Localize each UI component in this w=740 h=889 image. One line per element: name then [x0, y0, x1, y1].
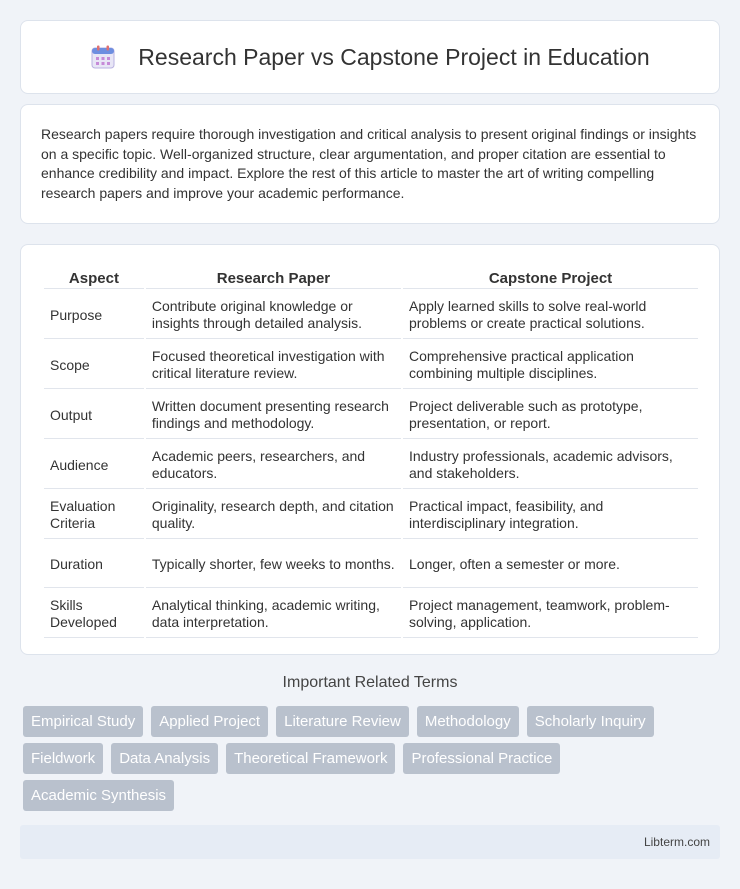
table-row [44, 341, 698, 389]
tag-methodology[interactable]: Methodology [417, 706, 519, 737]
table-row [44, 541, 698, 588]
tag-scholarly-inquiry[interactable]: Scholarly Inquiry [527, 706, 654, 737]
cell-research-paper: Originality, research depth, and citation quality. [146, 491, 401, 539]
table-row [44, 291, 698, 339]
tag-literature-review[interactable]: Literature Review [276, 706, 409, 737]
intro-paragraph: Research papers require thorough investigation and critical analysis to present original findings or insights on a specific topic. Well-organized structure, clear argumentation, and proper citation are essential to enhance credibility and impact. Explore the rest of this article to master the art of writing compelling research papers and improve your academic performance. [41, 126, 697, 201]
table-row [44, 491, 698, 539]
cell-capstone-project: Apply learned skills to solve real-world problems or create practical solutions. [403, 291, 698, 339]
comparison-table [42, 265, 700, 640]
cell-capstone-project: Industry professionals, academic advisors, and stakeholders. [403, 441, 698, 489]
table-row [44, 590, 698, 638]
related-terms-list [23, 706, 703, 817]
cell-research-paper: Typically shorter, few weeks to months. [146, 541, 401, 588]
page-title: Research Paper vs Capstone Project in Education [138, 43, 650, 70]
cell-capstone-project: Comprehensive practical application combining multiple disciplines. [403, 341, 698, 389]
cell-research-paper: Academic peers, researchers, and educators. [146, 441, 401, 489]
cell-aspect: Output [44, 391, 144, 439]
tag-professional-practice[interactable]: Professional Practice [403, 743, 560, 774]
footer [20, 825, 720, 859]
header-aspect: Aspect [44, 267, 144, 289]
tag-theoretical-framework[interactable]: Theoretical Framework [226, 743, 395, 774]
tag-data-analysis[interactable]: Data Analysis [111, 743, 218, 774]
cell-capstone-project: Longer, often a semester or more. [403, 541, 698, 588]
cell-capstone-project: Project deliverable such as prototype, presentation, or report. [403, 391, 698, 439]
tag-applied-project[interactable]: Applied Project [151, 706, 268, 737]
footer-site-link[interactable]: Libterm.com [643, 835, 710, 849]
tag-fieldwork[interactable]: Fieldwork [23, 743, 103, 774]
calendar-icon [90, 44, 116, 70]
table-row [44, 391, 698, 439]
cell-aspect: Skills Developed [44, 590, 144, 638]
tag-academic-synthesis[interactable]: Academic Synthesis [23, 780, 174, 811]
cell-aspect: Duration [44, 541, 144, 588]
tag-empirical-study[interactable]: Empirical Study [23, 706, 143, 737]
cell-aspect: Audience [44, 441, 144, 489]
cell-research-paper: Analytical thinking, academic writing, data interpretation. [146, 590, 401, 638]
table-header-row [44, 267, 698, 289]
cell-research-paper: Written document presenting research findings and methodology. [146, 391, 401, 439]
cell-research-paper: Focused theoretical investigation with critical literature review. [146, 341, 401, 389]
intro-card [20, 104, 720, 224]
cell-aspect: Evaluation Criteria [44, 491, 144, 539]
comparison-table-card [20, 244, 720, 655]
cell-capstone-project: Practical impact, feasibility, and interdisciplinary integration. [403, 491, 698, 539]
cell-aspect: Scope [44, 341, 144, 389]
header-capstone-project: Capstone Project [403, 267, 698, 289]
cell-capstone-project: Project management, teamwork, problem-solving, application. [403, 590, 698, 638]
title-card [20, 20, 720, 94]
table-row [44, 441, 698, 489]
cell-research-paper: Contribute original knowledge or insights through detailed analysis. [146, 291, 401, 339]
header-research-paper: Research Paper [146, 267, 401, 289]
cell-aspect: Purpose [44, 291, 144, 339]
related-terms-title: Important Related Terms [282, 674, 458, 691]
